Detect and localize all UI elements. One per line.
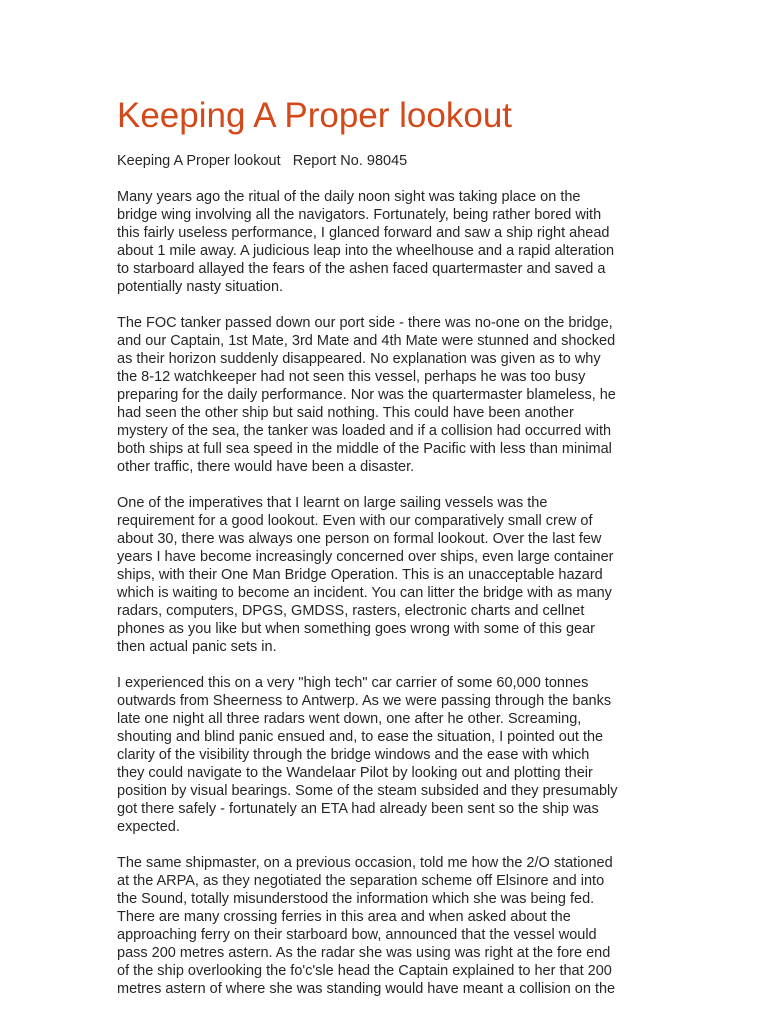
text-line: late one night all three radars went down, one after he other. Screaming,: [117, 711, 582, 727]
text-line: bridge wing involving all the navigators. Fortunately, being rather bored with: [117, 207, 602, 223]
text-line: they could navigate to the Wandelaar Pilot by looking out and plotting their: [117, 765, 593, 781]
text-line: phones as you like but when something goes wrong with some of this gear: [117, 621, 595, 637]
text-line: position by visual bearings. Some of the steam subsided and they presumably: [117, 783, 618, 799]
text-line: and our Captain, 1st Mate, 3rd Mate and 4th Mate were stunned and shocked: [117, 333, 616, 349]
text-line: then actual panic sets in.: [117, 639, 277, 655]
text-line: got there safely - fortunately an ETA had already been sent so the ship was: [117, 801, 599, 817]
text-line: as their horizon suddenly disappeared. No explanation was given as to why: [117, 351, 601, 367]
text-line: about 1 mile away. A judicious leap into the wheelhouse and a rapid alteration: [117, 243, 615, 259]
text-line: ships, with their One Man Bridge Operation. This is an unacceptable hazard: [117, 567, 603, 583]
report-subtitle: Keeping A Proper lookout Report No. 98045: [117, 153, 408, 169]
text-line: this fairly useless performance, I glanced forward and saw a ship right ahead: [117, 225, 610, 241]
text-line: One of the imperatives that I learnt on large sailing vessels was the: [117, 495, 548, 511]
text-line: requirement for a good lookout. Even with our comparatively small crew of: [117, 513, 593, 529]
text-line: metres astern of where she was standing would have meant a collision on the: [117, 981, 616, 997]
body-paragraph: [117, 314, 662, 476]
text-line: I experienced this on a very "high tech" car carrier of some 60,000 tonnes: [117, 675, 589, 691]
text-line: clarity of the visibility through the bridge windows and the ease with which: [117, 747, 590, 763]
body-paragraph: [117, 854, 662, 998]
text-line: pass 200 metres astern. As the radar she was using was right at the fore end: [117, 945, 611, 961]
text-line: at the ARPA, as they negotiated the separation scheme off Elsinore and into: [117, 873, 605, 889]
text-line: the 8-12 watchkeeper had not seen this vessel, perhaps he was too busy: [117, 369, 586, 385]
text-line: other traffic, there would have been a disaster.: [117, 459, 415, 475]
text-line: outwards from Sheerness to Antwerp. As we were passing through the banks: [117, 693, 612, 709]
text-line: The FOC tanker passed down our port side - there was no-one on the bridge,: [117, 315, 613, 331]
document-page: [117, 94, 662, 998]
text-line: potentially nasty situation.: [117, 279, 284, 295]
text-line: the Sound, totally misunderstood the information which she was being fed.: [117, 891, 595, 907]
text-line: shouting and blind panic ensued and, to ease the situation, I pointed out the: [117, 729, 604, 745]
text-line: of the ship overlooking the fo'c'sle head the Captain explained to her that 200: [117, 963, 612, 979]
text-line: years I have become increasingly concerned over ships, even large container: [117, 549, 614, 565]
text-line: expected.: [117, 819, 180, 835]
text-line: There are many crossing ferries in this area and when asked about the: [117, 909, 571, 925]
text-line: The same shipmaster, on a previous occasion, told me how the 2/O stationed: [117, 855, 613, 871]
text-line: had seen the other ship but said nothing. This could have been another: [117, 405, 574, 421]
document-title: Keeping A Proper lookout: [117, 96, 513, 135]
text-line: to starboard allayed the fears of the ashen faced quartermaster and saved a: [117, 261, 606, 277]
body-paragraph: [117, 494, 662, 656]
text-line: which is waiting to become an incident. You can litter the bridge with as many: [117, 585, 612, 601]
text-line: about 30, there was always one person on formal lookout. Over the last few: [117, 531, 602, 547]
text-line: both ships at full sea speed in the middle of the Pacific with less than minimal: [117, 441, 612, 457]
text-line: mystery of the sea, the tanker was loaded and if a collision had occurred with: [117, 423, 612, 439]
text-line: Many years ago the ritual of the daily noon sight was taking place on the: [117, 189, 581, 205]
text-line: preparing for the daily performance. Nor was the quartermaster blameless, he: [117, 387, 616, 403]
document-body: [117, 188, 662, 998]
body-paragraph: [117, 674, 662, 836]
text-line: radars, computers, DPGS, GMDSS, rasters, electronic charts and cellnet: [117, 603, 585, 619]
text-line: approaching ferry on their starboard bow, announced that the vessel would: [117, 927, 597, 943]
body-paragraph: [117, 188, 662, 296]
